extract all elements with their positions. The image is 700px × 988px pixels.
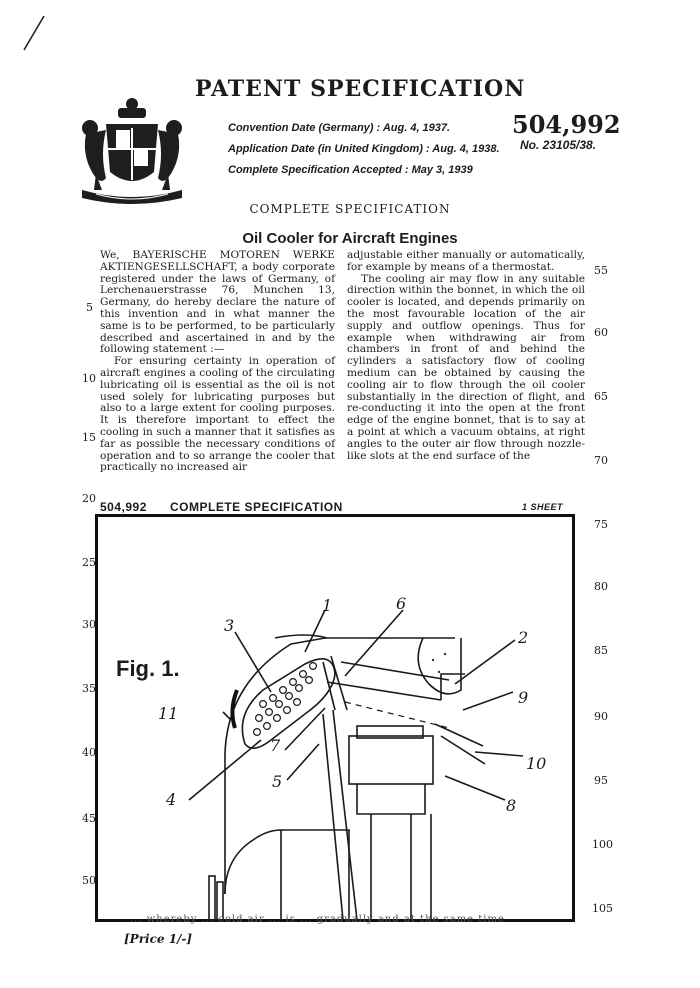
- application-number: No. 23105/38.: [520, 138, 597, 152]
- line-number-50: 50: [82, 874, 96, 887]
- line-number-55: 55: [594, 264, 608, 277]
- line-number-85: 85: [594, 644, 608, 657]
- accepted-date: Complete Specification Accepted : May 3, 1939: [228, 164, 473, 176]
- royal-coat-of-arms-icon: [76, 94, 188, 208]
- line-number-35: 35: [82, 682, 96, 695]
- line-number-100: 100: [592, 838, 613, 851]
- callout-5: 5: [272, 772, 283, 791]
- callout-11: 11: [158, 704, 179, 723]
- line-number-5: 5: [86, 301, 93, 314]
- line-number-75: 75: [594, 518, 608, 531]
- line-number-10: 10: [82, 372, 96, 385]
- bottom-partial-text: ... whereby ... cold air ... is ... gradually and at the same time: [130, 914, 505, 925]
- spec-heading: COMPLETE SPECIFICATION: [249, 202, 451, 216]
- document-title: PATENT SPECIFICATION: [195, 76, 526, 102]
- line-number-20: 20: [82, 492, 96, 505]
- application-date: Application Date (in United Kingdom) : Aug. 4, 1938.: [228, 143, 500, 155]
- sheet-patent-number: 504,992: [100, 500, 147, 514]
- line-number-60: 60: [594, 326, 608, 339]
- line-number-15: 15: [82, 431, 96, 444]
- pen-mark: [18, 14, 48, 54]
- callout-9: 9: [518, 688, 529, 707]
- callout-4: 4: [166, 790, 177, 809]
- line-number-45: 45: [82, 812, 96, 825]
- callout-8: 8: [506, 796, 517, 815]
- line-number-105: 105: [592, 902, 613, 915]
- line-number-80: 80: [594, 580, 608, 593]
- line-number-40: 40: [82, 746, 96, 759]
- callout-2: 2: [518, 628, 529, 647]
- convention-date: Convention Date (Germany) : Aug. 4, 1937.: [228, 122, 451, 134]
- line-number-25: 25: [82, 556, 96, 569]
- price: [Price 1/-]: [124, 932, 193, 946]
- right-paragraph-1: adjustable either manually or automatically, for example by means of a thermostat.: [347, 249, 585, 273]
- right-column: [347, 250, 585, 462]
- line-number-95: 95: [594, 774, 608, 787]
- left-paragraph-2: For ensuring certainty in operation of aircraft engines a cooling of the circulating lubricating oil is essential as the oil is not used solely for lubricating purposes but also to a large extent for cooling purposes. It is therefore important to effect the cooling in such a manner that it satisfies as far as possible the necessary conditions of operation and to so arrange the cooler that practically no increased air: [100, 355, 335, 474]
- sheet-label: COMPLETE SPECIFICATION: [170, 500, 343, 514]
- line-number-65: 65: [594, 390, 608, 403]
- right-paragraph-2: The cooling air may flow in any suitable direction within the bonnet, in which the oil cooler is located, and depends primarily on the most favourable location of the air supply and outflow openings. Thus for example when withdrawing air from chambers in front of and behind the cylinders a satisfactory flow of cooling medium can be obtained by causing the cooling air to flow through the oil cooler substantially in the direction of flight, and re-conducting it into the open at the front edge of the engine bonnet, that is to say at a point at which a vacuum obtains, at right angles to the outer air flow through nozzle-like slots at the end surface of the: [347, 272, 585, 462]
- callout-1: 1: [322, 596, 333, 615]
- patent-number: 504,992: [512, 110, 621, 139]
- left-paragraph-1: We, BAYERISCHE MOTOREN WERKE AKTIENGESELLSCHAFT, a body corporate registered under the laws of Germany, of Lerchenauerstrasse 76, Munchen 13, Germany, do hereby declare the nature of this invention and in what manner the same is to be performed, to be particularly described and ascertained in and by the following statement :—: [100, 249, 335, 356]
- invention-title: Oil Cooler for Aircraft Engines: [242, 230, 458, 247]
- callout-6: 6: [396, 594, 407, 613]
- callout-10: 10: [526, 754, 547, 773]
- callout-3: 3: [224, 616, 235, 635]
- line-number-30: 30: [82, 618, 96, 631]
- left-column: [100, 250, 335, 474]
- line-number-70: 70: [594, 454, 608, 467]
- line-number-90: 90: [594, 710, 608, 723]
- callout-7: 7: [270, 736, 281, 755]
- figure-label: Fig. 1.: [116, 656, 180, 681]
- sheet-count: 1 SHEET: [522, 502, 564, 512]
